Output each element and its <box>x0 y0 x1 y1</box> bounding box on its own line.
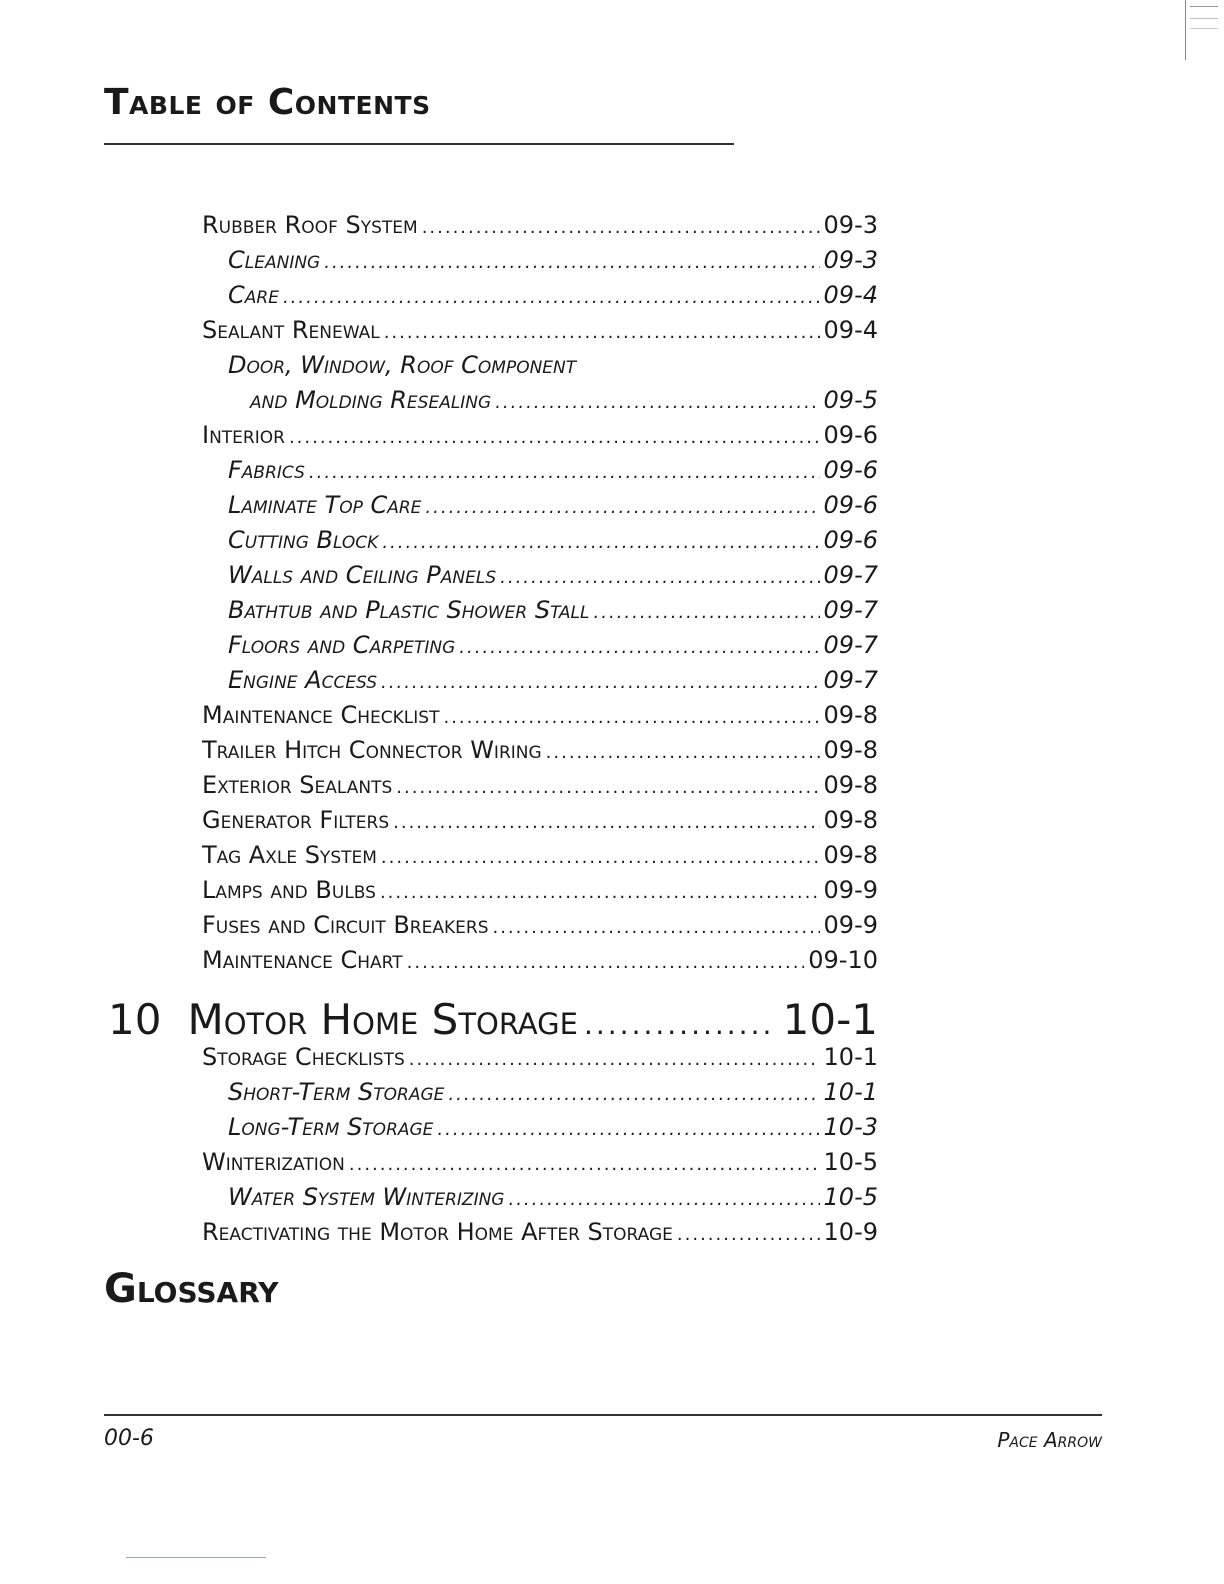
toc-entry-door-window-roof[interactable]: Door, Window, Roof Component <box>228 351 577 379</box>
toc-entry-label: Short-Term Storage <box>228 1078 445 1106</box>
toc-entry-label: Fuses and Circuit Breakers <box>202 911 489 939</box>
dot-leader <box>495 388 819 418</box>
toc-entry-page: 10-9 <box>823 1218 878 1246</box>
toc-entry-label: Lamps and Bulbs <box>202 876 376 904</box>
toc-entry-label: Water System Winterizing <box>228 1183 505 1211</box>
toc-entry-page: 09-7 <box>823 631 878 659</box>
toc-entry-label: Generator Filters <box>202 806 390 834</box>
toc-entry-label: and Molding Resealing <box>250 386 492 414</box>
toc-entry-trailer-hitch[interactable] <box>202 735 878 768</box>
toc-entry-page: 09-6 <box>823 491 878 519</box>
toc-entry-label: Interior <box>202 421 285 449</box>
toc-entry-label: Laminate Top Care <box>228 491 422 519</box>
toc-entry-page: 09-8 <box>823 736 878 764</box>
toc-entry-label: Winterization <box>202 1148 345 1176</box>
dot-leader <box>425 493 819 523</box>
toc-entry-fabrics[interactable] <box>228 455 878 488</box>
toc-entry-label: Walls and Ceiling Panels <box>228 561 497 589</box>
dot-leader <box>393 808 819 838</box>
dot-leader <box>594 598 820 628</box>
toc-entry-maintenance-chart[interactable] <box>202 945 878 978</box>
toc-entry-page: 09-6 <box>823 526 878 554</box>
dot-leader <box>283 283 820 313</box>
dot-leader <box>422 213 820 243</box>
toc-entry-label: Maintenance Checklist <box>202 701 440 729</box>
dot-leader <box>677 1220 820 1250</box>
toc-entry-walls-ceiling-panels[interactable] <box>228 560 878 593</box>
toc-entry-page: 09-5 <box>823 386 878 414</box>
toc-entry-exterior-sealants[interactable] <box>202 770 878 803</box>
toc-entry-page: 09-9 <box>823 911 878 939</box>
dot-leader <box>443 703 819 733</box>
toc-entry-cutting-block[interactable] <box>228 525 878 558</box>
page-number: 00-6 <box>104 1426 154 1451</box>
toc-entry-page: 09-10 <box>808 946 878 974</box>
toc-entry-page: 10-5 <box>823 1183 878 1211</box>
toc-entry-water-system-winterizing[interactable] <box>228 1182 878 1215</box>
toc-entry-label: Long-Term Storage <box>228 1113 434 1141</box>
dot-leader <box>437 1115 819 1145</box>
dot-leader <box>309 458 820 488</box>
toc-entry-label: Rubber Roof System <box>202 211 418 239</box>
toc-entry-label: Bathtub and Plastic Shower Stall <box>228 596 590 624</box>
toc-entry-page: 10-1 <box>823 1078 878 1106</box>
toc-entry-label: Tag Axle System <box>202 841 377 869</box>
toc-entry-page: 09-7 <box>823 666 878 694</box>
toc-entry-page: 09-7 <box>823 561 878 589</box>
toc-entry-label: Sealant Renewal <box>202 316 380 344</box>
toc-entry-page: 09-4 <box>823 316 878 344</box>
footer-manual-name: Pace Arrow <box>997 1428 1102 1452</box>
toc-entry-page: 09-8 <box>823 841 878 869</box>
toc-entry-page: 09-3 <box>823 211 878 239</box>
toc-entry-label: Exterior Sealants <box>202 771 393 799</box>
toc-entry-page: 09-8 <box>823 771 878 799</box>
toc-entry-sealant-renewal[interactable] <box>202 315 878 348</box>
toc-entry-storage-checklists[interactable] <box>202 1042 878 1075</box>
toc-entry-winterization[interactable] <box>202 1147 878 1180</box>
dot-leader <box>381 843 820 873</box>
toc-entry-molding-resealing[interactable] <box>250 385 878 418</box>
toc-entry-label: Fabrics <box>228 456 305 484</box>
dot-leader <box>492 913 819 943</box>
dot-leader <box>396 773 819 803</box>
dot-leader <box>380 878 820 908</box>
toc-entry-page: 09-6 <box>823 456 878 484</box>
scan-mark-line <box>126 1557 266 1558</box>
chapter-page: 10-1 <box>782 995 878 1044</box>
toc-entry-tag-axle-system[interactable] <box>202 840 878 873</box>
toc-entry-laminate-top-care[interactable] <box>228 490 878 523</box>
dot-leader <box>500 563 819 593</box>
toc-entry-cleaning[interactable] <box>228 245 878 278</box>
toc-entry-label: Floors and Carpeting <box>228 631 456 659</box>
footer-divider <box>104 1414 1102 1416</box>
toc-entry-label: Cleaning <box>228 246 321 274</box>
toc-entry-page: 09-8 <box>823 806 878 834</box>
toc-entry-label: Cutting Block <box>228 526 379 554</box>
dot-leader <box>324 248 819 278</box>
toc-entry-maintenance-checklist[interactable] <box>202 700 878 733</box>
toc-entry-label: Maintenance Chart <box>202 946 403 974</box>
chapter-number: 10 <box>108 995 162 1044</box>
toc-entry-page: 09-8 <box>823 701 878 729</box>
toc-entry-label: Engine Access <box>228 666 378 694</box>
dot-leader <box>407 948 805 978</box>
dot-leader <box>381 668 820 698</box>
toc-entry-label: Storage Checklists <box>202 1043 405 1071</box>
toc-entry-care[interactable] <box>228 280 878 313</box>
page-title: Table of Contents <box>104 82 431 123</box>
toc-entry-lamps-bulbs[interactable] <box>202 875 878 908</box>
toc-entry-floors-carpeting[interactable] <box>228 630 878 663</box>
toc-entry-page: 10-1 <box>823 1043 878 1071</box>
dot-leader <box>546 738 820 768</box>
toc-entry-generator-filters[interactable] <box>202 805 878 838</box>
dot-leader <box>409 1045 820 1075</box>
toc-entry-page: 09-6 <box>823 421 878 449</box>
toc-entry-page: 10-3 <box>823 1113 878 1141</box>
toc-entry-bathtub-shower[interactable] <box>228 595 878 628</box>
dot-leader <box>459 633 819 663</box>
toc-entry-short-term-storage[interactable] <box>228 1077 878 1110</box>
toc-entry-label: Trailer Hitch Connector Wiring <box>202 736 542 764</box>
toc-entry-long-term-storage[interactable] <box>228 1112 878 1145</box>
toc-entry-page: 10-5 <box>823 1148 878 1176</box>
glossary-heading[interactable]: Glossary <box>104 1266 279 1312</box>
toc-entry-engine-access[interactable] <box>228 665 878 698</box>
toc-entry-label: Reactivating the Motor Home After Storage <box>202 1218 673 1246</box>
toc-entry-interior[interactable] <box>202 420 878 453</box>
toc-entry-page: 09-7 <box>823 596 878 624</box>
toc-entry-page: 09-4 <box>823 281 878 309</box>
dot-leader <box>382 528 819 558</box>
toc-entry-reactivating[interactable] <box>202 1217 878 1250</box>
dot-leader <box>289 423 820 453</box>
toc-entry-page: 09-9 <box>823 876 878 904</box>
scan-edge-mark <box>1185 0 1222 60</box>
chapter-title: Motor Home Storage <box>187 995 578 1044</box>
dot-leader <box>448 1080 819 1110</box>
toc-entry-rubber-roof-system[interactable] <box>202 210 878 243</box>
toc-entry-fuses-breakers[interactable] <box>202 910 878 943</box>
dot-leader <box>384 318 820 348</box>
dot-leader <box>508 1185 819 1215</box>
toc-entry-page: 09-3 <box>823 246 878 274</box>
dot-leader <box>349 1150 820 1180</box>
toc-entry-label: Care <box>228 281 279 309</box>
